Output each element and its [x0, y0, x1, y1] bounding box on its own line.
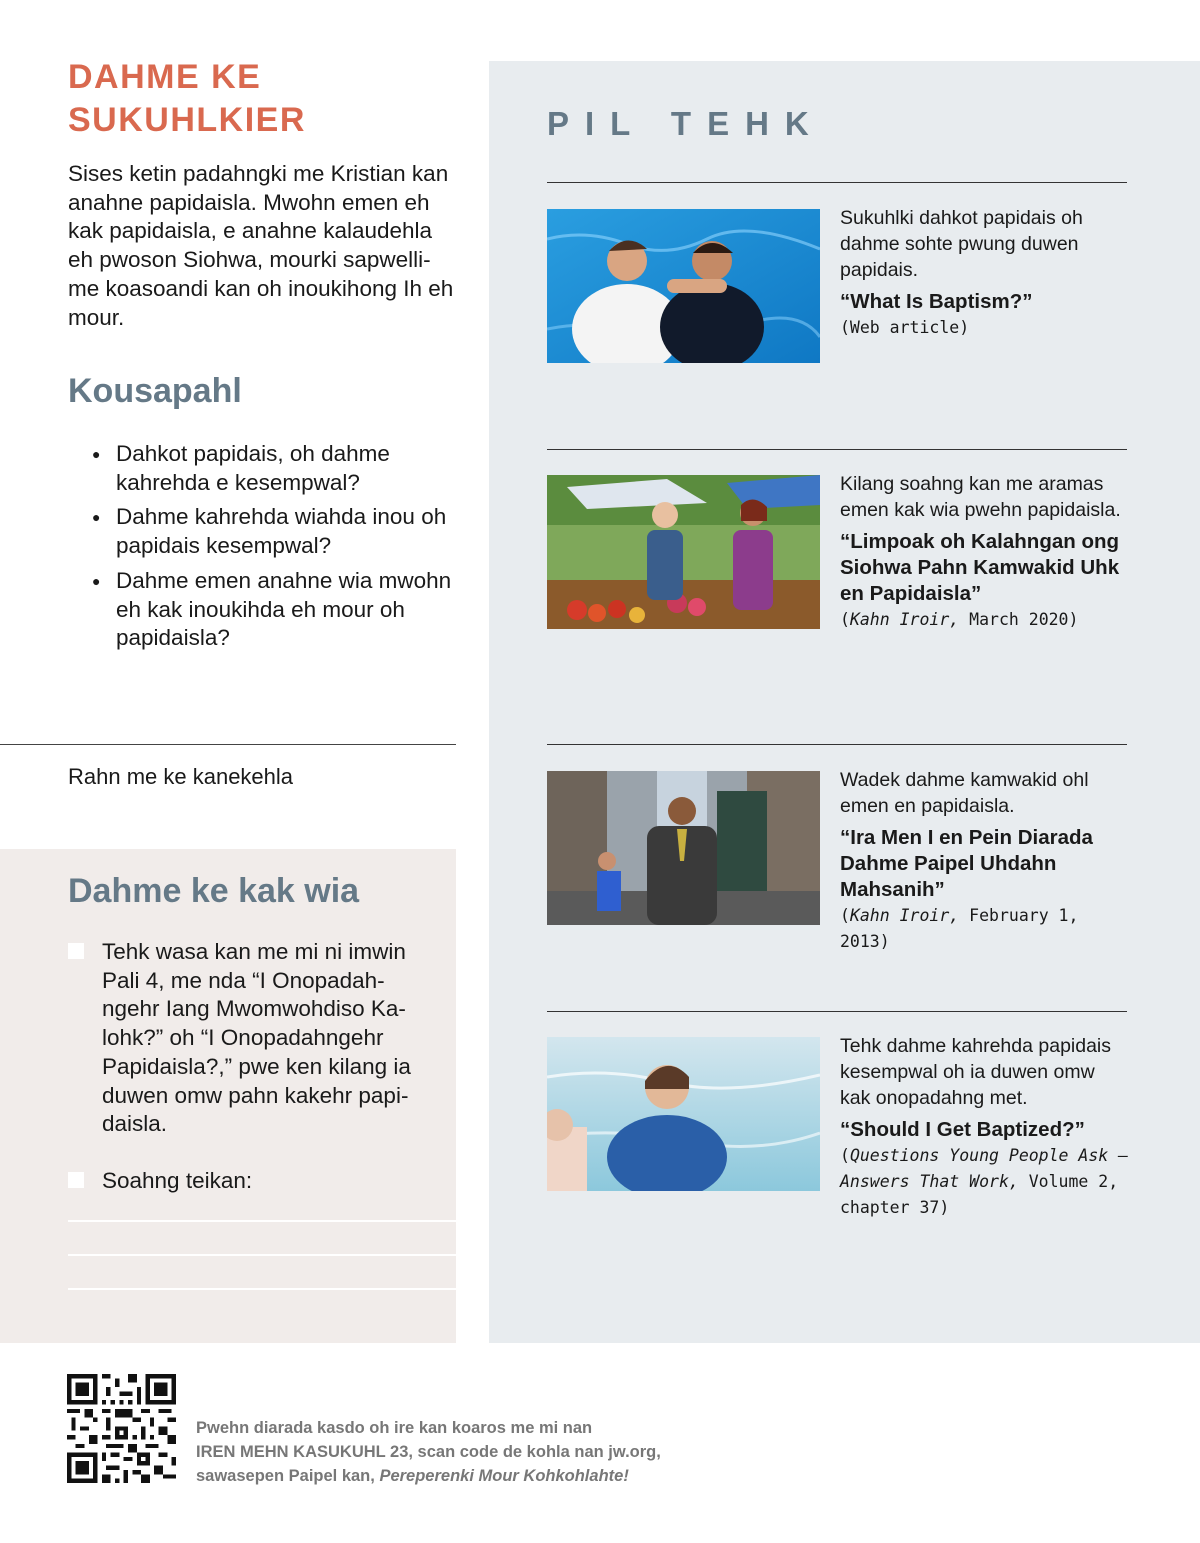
summary-title-line1: DAHME KE	[68, 58, 262, 96]
explore-item	[840, 1033, 1130, 1221]
qr-code-icon[interactable]	[67, 1374, 176, 1483]
summary-title	[68, 56, 448, 142]
explore-item-title[interactable]: “Ira Men I en Pein Diarada Dahme Paipel Uhdahn Mahsanih”	[840, 826, 1093, 901]
todo-item	[68, 1167, 420, 1196]
explore-item-title[interactable]: “What Is Baptism?”	[840, 290, 1033, 313]
explore-item-title[interactable]: “Should I Get Baptized?”	[840, 1118, 1085, 1141]
review-question-list	[92, 440, 462, 659]
explore-title: PIL TEHK	[547, 105, 825, 142]
review-question: ● Dahkot papidais, oh dahme kahrehda e kesempwal?	[92, 440, 462, 497]
explore-item	[840, 471, 1130, 633]
todo-item	[68, 938, 420, 1139]
explore-item-description: Wadek dahme kamwakid ohl emen en papidaisla.	[840, 769, 1089, 817]
footer-line: sawasepen Paipel kan,	[196, 1467, 380, 1485]
footer-book-title: Pereperenki Mour Kohkohlahte!	[379, 1467, 629, 1485]
checkbox-icon[interactable]	[68, 943, 84, 959]
review-question: ● Dahme emen anahne wia mwohn eh kak inoukihda eh mour oh papidaisla?	[92, 567, 462, 653]
explore-item-description: Tehk dahme kahrehda papidais kesempwal oh ia duwen omw kak onopadahng met.	[840, 1035, 1112, 1109]
explore-item-source: (Web article)	[840, 318, 970, 337]
words-learned-label: Rahn me ke kanekehla	[68, 764, 294, 789]
review-question: ● Dahme kahrehda wiahda inou oh papidais kesempwal?	[92, 503, 462, 560]
market-conversation-image[interactable]	[547, 475, 820, 629]
divider	[547, 449, 1127, 450]
baptism-pool-image[interactable]	[547, 209, 820, 363]
summary-title-line2: SUKUHLKIER	[68, 101, 306, 139]
review-title: Kousapahl	[68, 372, 242, 410]
todo-item-text: Tehk wasa kan me mi ni imwin Pali 4, me nda “I Onopadah-ngehr Iang Mwomwohdiso Ka-lohk?” oh “I Onopadahngehr Papidaisla?,” pwe ken kilang ia duwen omw pahn kakehr papi-daisla.	[102, 939, 411, 1137]
divider	[547, 744, 1127, 745]
divider	[0, 744, 456, 745]
checkbox-icon[interactable]	[68, 1172, 84, 1188]
explore-item-description: Kilang soahng kan me aramas emen kak wia pwehn papidaisla.	[840, 473, 1121, 521]
todo-item-text: Soahng teikan:	[102, 1168, 253, 1193]
write-in-line[interactable]	[68, 1220, 456, 1222]
explore-item	[840, 205, 1130, 341]
explore-item	[840, 767, 1130, 955]
footer-note	[196, 1416, 756, 1488]
write-in-line[interactable]	[68, 1288, 456, 1290]
summary-body: Sises ketin padahngki me Kristian kan anahne papidaisla. Mwohn emen eh kak papidaisla, e anahne kalaudehla eh pwoson Siohwa, mourki sapwelli-me koasoandi kan oh inoukihong Ih eh mour.	[68, 161, 454, 330]
city-street-image[interactable]	[547, 771, 820, 925]
explore-item-source: (Kahn Iroir, March 2020)	[840, 610, 1079, 629]
footer-line: IREN MEHN KASUKUHL 23, scan code de kohla nan jw.org,	[196, 1443, 661, 1461]
youth-baptism-image[interactable]	[547, 1037, 820, 1191]
explore-item-source: (Kahn Iroir, February 1, 2013)	[840, 906, 1079, 951]
explore-item-title[interactable]: “Limpoak oh Kalahngan ong Siohwa Pahn Kamwakid Uhk en Papidaisla”	[840, 530, 1120, 605]
todo-title: Dahme ke kak wia	[68, 872, 360, 910]
divider	[547, 1011, 1127, 1012]
explore-item-description: Sukuhlki dahkot papidais oh dahme sohte pwung duwen papidais.	[840, 207, 1083, 281]
explore-item-source: (Questions Young People Ask —Answers That Work, Volume 2, chapter 37)	[840, 1146, 1129, 1217]
footer-line: Pwehn diarada kasdo oh ire kan koaros me mi nan	[196, 1419, 593, 1437]
divider	[547, 182, 1127, 183]
write-in-line[interactable]	[68, 1254, 456, 1256]
